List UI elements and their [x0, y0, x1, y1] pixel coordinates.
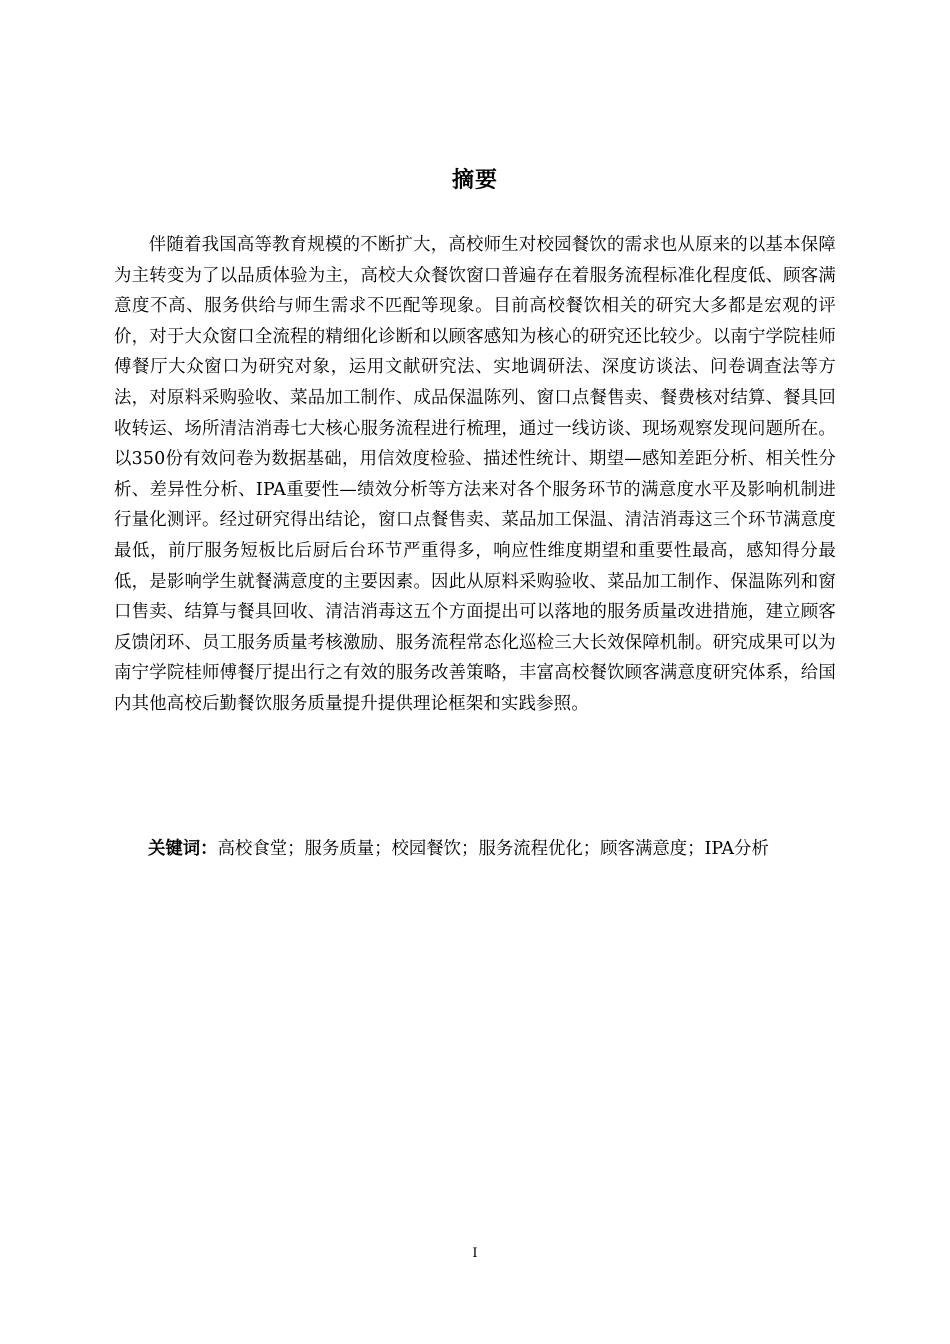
keywords-line: [148, 834, 848, 864]
abstract-paragraph: 伴随着我国高等教育规模的不断扩大，高校师生对校园餐饮的需求也从原来的以基本保障为主转变为了以品质体验为主，高校大众餐饮窗口普遍存在着服务流程标准化程度低、顾客满意度不高、服务供给与师生需求不匹配等现象。目前高校餐饮相关的研究大多都是宏观的评价，对于大众窗口全流程的精细化诊断和以顾客感知为核心的研究还比较少。以南宁学院桂师傅餐厅大众窗口为研究对象，运用文献研究法、实地调研法、深度访谈法、问卷调查法等方法，对原料采购验收、菜品加工制作、成品保温陈列、窗口点餐售卖、餐费核对结算、餐具回收转运、场所清洁消毒七大核心服务流程进行梳理，通过一线访谈、现场观察发现问题所在。以350份有效问卷为数据基础，用信效度检验、描述性统计、期望—感知差距分析、相关性分析、差异性分析、IPA重要性—绩效分析等方法来对各个服务环节的满意度水平及影响机制进行量化测评。经过研究得出结论，窗口点餐售卖、菜品加工保温、清洁消毒这三个环节满意度最低，前厅服务短板比后厨后台环节严重得多，响应性维度期望和重要性最高，感知得分最低，是影响学生就餐满意度的主要因素。因此从原料采购验收、菜品加工制作、保温陈列和窗口售卖、结算与餐具回收、清洁消毒这五个方面提出可以落地的服务质量改进措施，建立顾客反馈闭环、员工服务质量考核激励、服务流程常态化巡检三大长效保障机制。研究成果可以为南宁学院桂师傅餐厅提出行之有效的服务改善策略，丰富高校餐饮顾客满意度研究体系，给国内其他高校后勤餐饮服务质量提升提供理论框架和实践参照。: [114, 235, 836, 714]
page-number: I: [472, 1246, 478, 1261]
keywords-list: 高校食堂；服务质量；校园餐饮；服务流程优化；顾客满意度；IPA分析: [217, 839, 769, 859]
keywords-label: 关键词：: [148, 839, 218, 859]
page-title: 摘要: [451, 168, 498, 193]
